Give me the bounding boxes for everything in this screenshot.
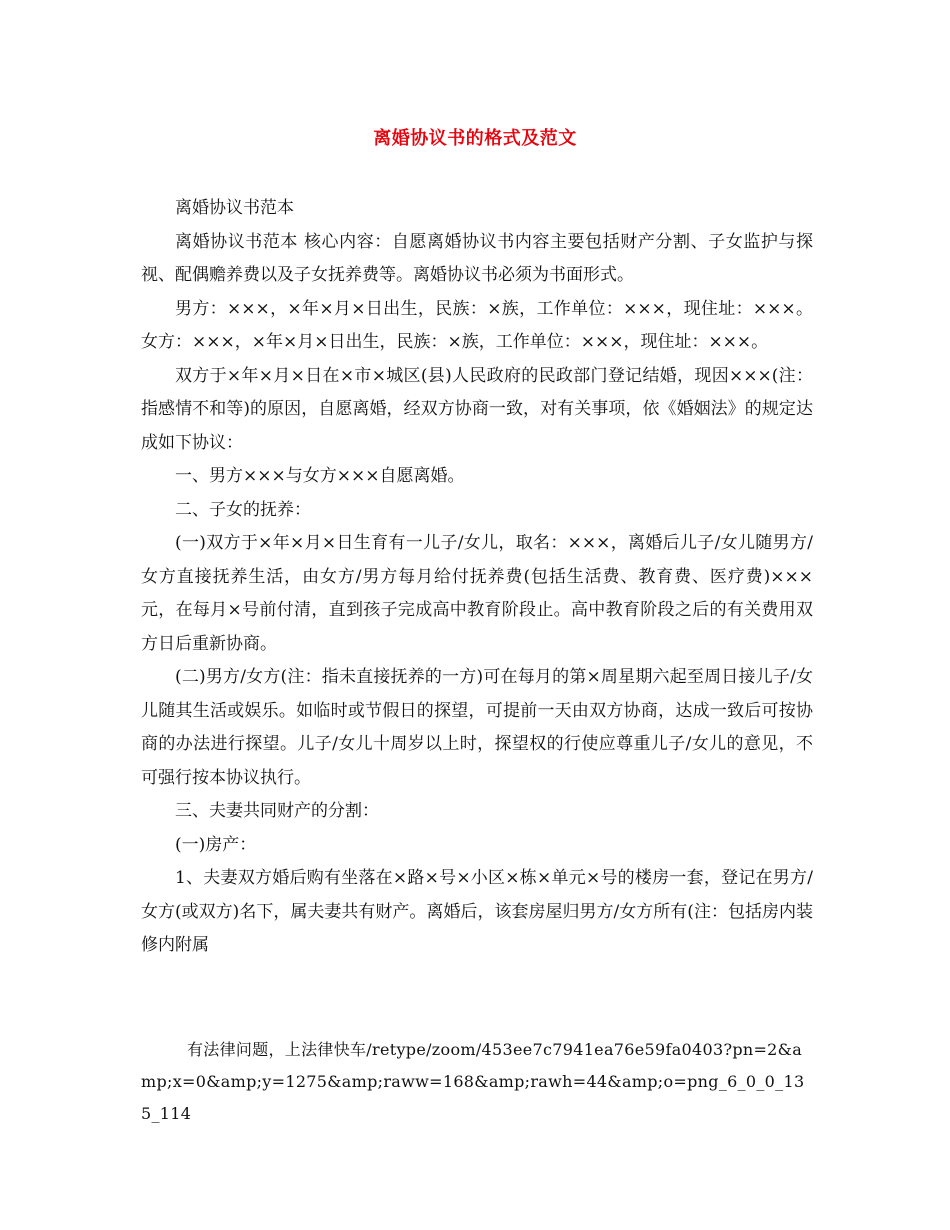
paragraph: 离婚协议书范本 xyxy=(175,198,294,218)
paragraph: 男方：×××，×年×月×日出生，民族：×族，工作单位：×××，现住址：×××。女方：×××，×年×月×日出生，民族：×族，工作单位：×××，现住址：×××。 xyxy=(141,298,813,352)
paragraph: (一)双方于×年×月×日生育有一儿子/女儿，取名：×××，离婚后儿子/女儿随男方/女方直接抚养生活，由女方/男方每月给付抚养费(包括生活费、教育费、医疗费)×××元，在每月×号前付清，直到孩子完成高中教育阶段止。高中教育阶段之后的有关费用双方日后重新协商。 xyxy=(141,533,813,654)
footer-text: 有法律问题，上法律快车/retype/zoom/453ee7c7941ea76e59fa0403?pn=2&amp;x=0&amp;y=1275&amp;raww=168&amp;rawh=44&amp;o=png_6_0_0_135_114 xyxy=(141,1040,805,1123)
paragraph: (一)房产： xyxy=(175,834,257,855)
paragraph: 二、子女的抚养： xyxy=(175,499,311,520)
document-title: 离婚协议书的格式及范文 xyxy=(373,128,577,149)
paragraph: 一、男方×××与女方×××自愿离婚。 xyxy=(175,466,465,486)
paragraph: 1、夫妻双方婚后购有坐落在×路×号×小区×栋×单元×号的楼房一套，登记在男方/女方(或双方)名下，属夫妻共有财产。离婚后，该套房屋归男方/女方所有(注：包括房内装修内附属 xyxy=(141,868,813,955)
paragraph: 双方于×年×月×日在×市×城区(县)人民政府的民政部门登记结婚，现因×××(注：指感情不和等)的原因，自愿离婚，经双方协商一致，对有关事项，依《婚姻法》的规定达成如下协议： xyxy=(141,365,813,453)
paragraph: 离婚协议书范本 核心内容：自愿离婚协议书内容主要包括财产分割、子女监护与探视、配偶赡养费以及子女抚养费等。离婚协议书必须为书面形式。 xyxy=(141,231,813,285)
paragraph: 三、夫妻共同财产的分割： xyxy=(175,801,379,821)
document-footer xyxy=(141,1034,813,1130)
document-body xyxy=(141,192,813,963)
paragraph: (二)男方/女方(注：指未直接抚养的一方)可在每月的第×周星期六起至周日接儿子/女儿随其生活或娱乐。如临时或节假日的探望，可提前一天由双方协商，达成一致后可按协商的办法进行探望。儿子/女儿十周岁以上时，探望权的行使应尊重儿子/女儿的意见，不可强行按本协议执行。 xyxy=(141,667,813,788)
